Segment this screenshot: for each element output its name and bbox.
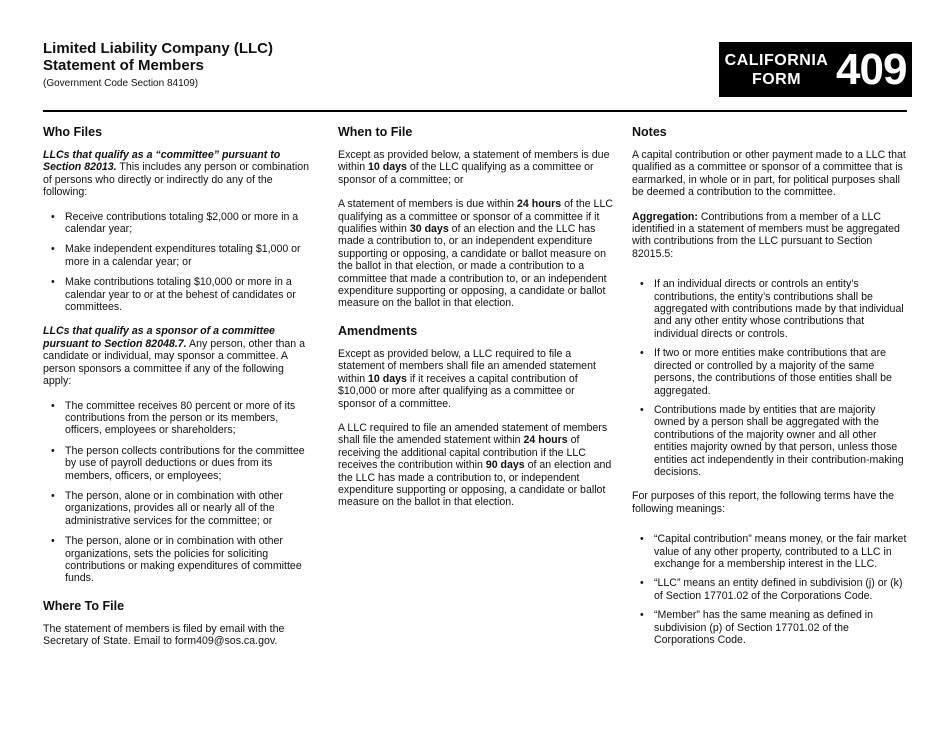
when-to-file-paragraph-1 xyxy=(338,149,613,186)
badge-label-california: CALIFORNIA xyxy=(724,51,829,69)
text-run: Except as provided below, a statement of members is due within xyxy=(338,149,610,174)
column-who-files xyxy=(43,125,311,660)
section-heading-when-to-file: When to File xyxy=(338,125,413,139)
list-item: • The person, alone or in combination with other organizations, provides all or nearly all of the administrative services for the committee; or xyxy=(43,490,311,527)
column-notes xyxy=(632,125,908,658)
badge-label-form: FORM xyxy=(751,70,802,88)
badge-label xyxy=(719,51,834,89)
emphasis-90-days: 90 days xyxy=(485,459,525,472)
badge-form-number: 409 xyxy=(836,44,907,94)
emphasis-24-hours: 24 hours xyxy=(517,198,562,211)
who-files-p2-lead: LLCs that qualify as a sponsor of a committee pursuant to Section 82048.7. xyxy=(43,325,275,350)
text-run: of an election and the LLC has made a contribution to, or an independent expenditure supporting or opposing, a candidate or ballot measure on the ballot in that election, or made a contribution to a committee that made a contribution to, or an independent expenditure supporting or opposing, a candidate or ballot measure on the ballot in that election. xyxy=(338,223,607,310)
who-files-p1-text: This includes any person or combination of persons who directly or indirectly do any of the following: xyxy=(43,161,309,199)
list-item: • Contributions made by entities that are majority owned by a person shall be aggregated with the contributions of the majority owner and all other entities majority owned by that person, unless those entities act independently in their contribution-making decisions. xyxy=(632,404,908,478)
section-heading-amendments: Amendments xyxy=(338,323,418,338)
who-files-paragraph-2 xyxy=(43,325,311,387)
form-title-line-2: Statement of Members xyxy=(43,57,204,74)
text-run: Except as provided below, a LLC required to file a statement of members shall file an amended statement within xyxy=(338,347,596,385)
who-files-list-2 xyxy=(43,400,311,585)
emphasis-24-hours: 24 hours xyxy=(523,434,568,447)
column-when-to-file xyxy=(338,125,613,521)
notes-list-definitions xyxy=(632,533,908,646)
notes-paragraph-aggregation xyxy=(632,211,908,261)
who-files-paragraph-1 xyxy=(43,149,311,199)
notes-list-aggregation xyxy=(632,278,908,478)
section-heading-who-files: Who Files xyxy=(43,125,103,139)
list-item: • “Capital contribution” means money, or the fair market value of any other property, contributed to a LLC in exchange for a membership interest in the LLC. xyxy=(632,533,908,570)
notes-paragraph-1: A capital contribution or other payment made to a LLC that qualified as a committee or sponsor of a committee that is earmarked, in whole or in part, for political purposes shall be deemed a contribution to the committee. xyxy=(632,149,906,199)
who-files-p1-lead: LLCs that qualify as a “committee” pursuant to Section 82013. xyxy=(43,149,281,174)
amendments-paragraph-2 xyxy=(338,422,613,509)
list-item: • The committee receives 80 percent or more of its contributions from the person or its members, officers, employees or shareholders; xyxy=(43,400,311,437)
section-heading-notes: Notes xyxy=(632,125,667,139)
list-item: • The person collects contributions for the committee by use of payroll deductions or dues from its members, officers, or employees; xyxy=(43,445,311,482)
text-run: of the LLC qualifying as a committee or sponsor of a committee; or xyxy=(338,161,594,186)
amendments-paragraph-1 xyxy=(338,348,613,410)
aggregation-label: Aggregation: xyxy=(632,210,698,223)
form-title-line-1: Limited Liability Company (LLC) xyxy=(43,40,274,57)
list-item: • “LLC” means an entity defined in subdivision (j) or (k) of Section 17701.02 of the Corporations Code. xyxy=(632,577,908,602)
who-files-p2-text: Any person, other than a candidate or individual, may sponsor a committee. A person sponsors a committee if any of the following apply: xyxy=(43,337,306,388)
emphasis-10-days: 10 days xyxy=(368,161,407,174)
text-run: of an election and the LLC has made a contribution to, or independent expenditure supporting or opposing, a candidate or ballot measure on the ballot in that election. xyxy=(338,459,612,509)
who-files-list-1 xyxy=(43,211,311,314)
text-run: A LLC required to file an amended statement of members shall file the amended statement within xyxy=(338,421,608,447)
form-header xyxy=(43,40,273,89)
section-heading-where-to-file: Where To File xyxy=(43,598,125,613)
emphasis-10-days: 10 days xyxy=(368,372,407,385)
notes-paragraph-definitions-intro: For purposes of this report, the following terms have the following meanings: xyxy=(632,490,895,515)
list-item: • If an individual directs or controls an entity’s contributions, the entity’s contributions shall be aggregated with contributions made by that individual and any other entity whose contributions that individual directs or controls. xyxy=(632,278,908,340)
text-run: of receiving the additional capital contribution if the LLC receives the contribution within xyxy=(338,434,586,472)
list-item: • Receive contributions totaling $2,000 or more in a calendar year; xyxy=(43,211,311,236)
where-to-file-text: The statement of members is filed by email with the Secretary of State. Email to form409@sos.ca.gov. xyxy=(43,622,285,648)
list-item: • If two or more entities make contributions that are directed or controlled by a majority of the same persons, the contributions of those entities shall be aggregated. xyxy=(632,347,908,397)
text-run: of the LLC qualifying as a committee or sponsor of a committee if it qualifies within xyxy=(338,198,613,236)
emphasis-30-days: 30 days xyxy=(409,223,449,236)
aggregation-text: Contributions from a member of a LLC identified in a statement of members must be aggregated with contributions from the LLC pursuant to Section 82015.5: xyxy=(632,210,900,260)
when-to-file-paragraph-2 xyxy=(338,198,613,310)
list-item: • Make independent expenditures totaling $1,000 or more in a calendar year; or xyxy=(43,243,311,268)
header-divider xyxy=(43,110,907,112)
text-run: if it receives a capital contribution of $10,000 or more after qualifying as a committee or sponsor of a committee. xyxy=(338,372,578,410)
form-subtitle: (Government Code Section 84109) xyxy=(43,78,199,89)
list-item: • Make contributions totaling $10,000 or more in a calendar year to or at the behest of candidates or committees. xyxy=(43,276,311,313)
form-badge xyxy=(719,42,912,97)
list-item: • “Member” has the same meaning as defined in subdivision (p) of Section 17701.02 of the Corporations Code. xyxy=(632,609,908,646)
list-item: • The person, alone or in combination with other organizations, sets the policies for soliciting contributions or making expenditures of committee funds. xyxy=(43,535,311,585)
text-run: A statement of members is due within xyxy=(338,198,517,211)
